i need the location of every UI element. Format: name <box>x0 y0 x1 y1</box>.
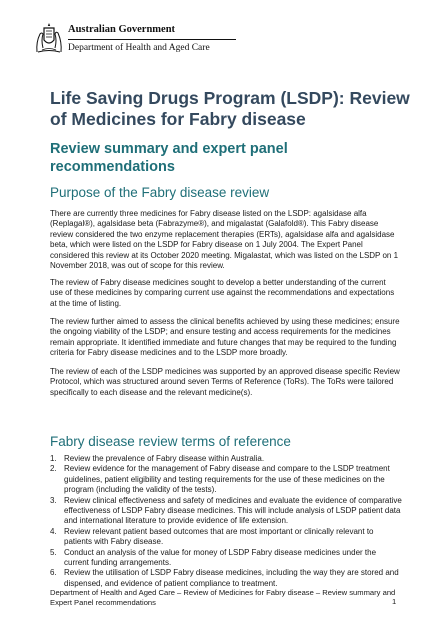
department-name: Department of Health and Aged Care <box>68 43 210 53</box>
list-item-text: Review clinical effectiveness and safety of medicines and evaluate the evidence of comparative effectiveness of LSDP Fabry disease medicines. This will include analysis of LSDP patient data and international literature to provide evidence of life extension. <box>64 495 402 526</box>
section-heading-terms-of-reference: Fabry disease review terms of reference <box>50 434 291 449</box>
list-item-text: Review evidence for the management of Fabry disease and compare to the LSDP treatment guidelines, patient eligibility and testing requirements for the use of these medicines on the program (including the validity of the tests). <box>64 464 390 495</box>
purpose-paragraph-1: There are currently three medicines for Fabry disease listed on the LSDP: agalsidase alfa (Replagal®), agalsidase beta (Fabrazyme®), and migalastat (Galafold®). This Fabry disease review considered the two enzyme replacement therapies (ERTs), agalsidase alfa and agalsidase beta, which were listed on the LSDP for Fabry disease on 1 July 2004. The Expert Panel considered this review at its October 2020 meeting. Migalastat, which was listed on the LSDP on 1 November 2018, was out of scope for this review. <box>50 209 399 271</box>
list-item-text: Review the prevalence of Fabry disease within Australia. <box>64 454 265 463</box>
list-item <box>50 548 402 569</box>
list-item-text: Review relevant patient based outcomes that are most important or clinically relevant to patients with Fabry disease. <box>64 526 374 547</box>
government-name: Australian Government <box>68 24 176 35</box>
list-item <box>50 527 402 548</box>
purpose-paragraph-3: The review further aimed to assess the clinical benefits achieved by using these medicines; ensure the ongoing viability of the LSDP; and ensure testing and access requirements for the medicines remain appropriate. It identified immediate and future changes that may be required to the funding criteria for Fabry disease medicines and to the LSDP more broadly. <box>50 317 400 358</box>
government-name-block <box>68 24 236 54</box>
section-heading-purpose: Purpose of the Fabry disease review <box>50 185 270 200</box>
list-item-number: 4. <box>50 526 57 536</box>
list-item <box>50 496 402 527</box>
list-item-number: 6. <box>50 568 57 578</box>
list-item-number: 2. <box>50 464 57 474</box>
list-item-text: Conduct an analysis of the value for money of LSDP Fabry disease medicines under the current funding arrangements. <box>64 547 377 568</box>
page-number: 1 <box>392 597 397 606</box>
list-item <box>50 464 402 495</box>
list-item-number: 1. <box>50 454 57 463</box>
page-footer: Department of Health and Aged Care – Review of Medicines for Fabry disease – Review summary and Expert Panel recommendations <box>50 588 396 607</box>
terms-of-reference-list <box>50 454 402 589</box>
purpose-paragraph-4: The review of each of the LSDP medicines was supported by an approved disease specific Review Protocol, which was structured around seven Terms of Reference (ToRs). The ToRs were tailored specifically to each disease and the relevant medicine(s). <box>50 367 400 397</box>
list-item-number: 3. <box>50 495 57 505</box>
document-subtitle: Review summary and expert panel recommendations <box>50 141 288 175</box>
document-title: Life Saving Drugs Program (LSDP): Review of Medicines for Fabry disease <box>50 88 410 129</box>
list-item-number: 5. <box>50 547 57 557</box>
list-item-text: Review the utilisation of LSDP Fabry disease medicines, including the way they are stored and dispensed, and evidence of patient compliance to treatment. <box>64 568 399 588</box>
purpose-paragraph-2: The review of Fabry disease medicines sought to develop a better understanding of the current use of these medicines by comparing current use against the recommendations and expectations at the time of listing. <box>50 278 395 308</box>
header-rule <box>68 39 236 40</box>
list-item <box>50 568 402 589</box>
list-item <box>50 454 402 464</box>
coat-of-arms-icon <box>34 22 64 56</box>
government-header <box>34 22 294 58</box>
